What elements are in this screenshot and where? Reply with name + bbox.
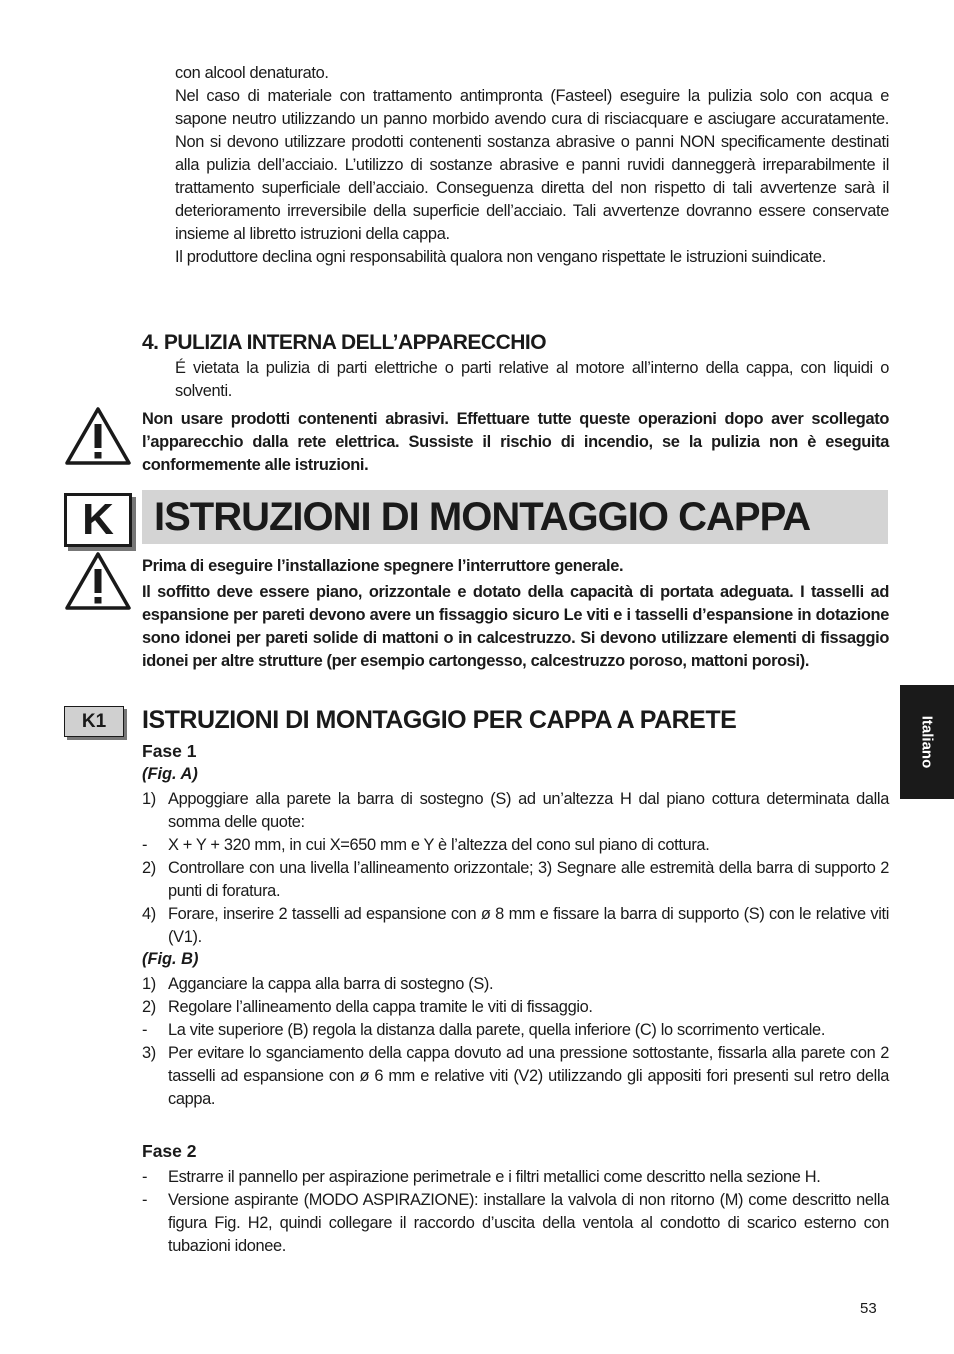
section-k1-badge: K1	[64, 706, 124, 737]
intro-paragraph-2: Nel caso di materiale con trattamento antimpronta (Fasteel) eseguire la pulizia solo con acqua e sapone neutro utilizzando un panno morbido avendo cura di risciacquare e asciugare accuratamente. Non si devono utilizzare prodotti contenenti sostanza abrasive o panni NON specificamente destinati alla pulizia dell’acciaio. L’utilizzo di sostanze abrasive e panni ruvidi danneggerà irreparabilmente il trattamento superficiale dell’acciaio. Conseguenza diretta del non rispetto di tali avvertenze sarà il deterioramento irreversibile della superficie dell’acciaio. Tali avvertenze dovranno essere conservate insieme al libretto istruzioni della cappa.	[175, 87, 889, 243]
fase-1-title: Fase 1	[142, 741, 197, 761]
list-item: 1) Appoggiare alla parete la barra di sostegno (S) ad un’altezza H dal piano cottura determinata dalla somma delle quote:	[142, 790, 889, 831]
fase-1-list-b	[142, 973, 889, 1111]
intro-paragraph-1: con alcool denaturato.	[175, 64, 329, 82]
section-k-warning-1: Prima di eseguire l’installazione spegnere l’interruttore generale.	[142, 557, 624, 575]
list-item: - Versione aspirante (MODO ASPIRAZIONE): installare la valvola di non ritorno (M) come descritto nella figura Fig. H2, quindi collegare il raccordo d’uscita della ventola al condotto di scarico esterno con tubazioni idonee.	[142, 1191, 889, 1255]
list-item: - La vite superiore (B) regola la distanza dalla parete, quella inferiore (C) lo scorrimento verticale.	[142, 1021, 826, 1039]
section-k-title: ISTRUZIONI DI MONTAGGIO CAPPA	[154, 495, 811, 539]
list-item: - Estrarre il pannello per aspirazione perimetrale e i filtri metallici come descritto nella sezione H.	[142, 1168, 821, 1186]
fase-2-list	[142, 1166, 889, 1258]
warning-triangle-icon	[64, 406, 132, 466]
list-item: 2) Regolare l’allineamento della cappa tramite le viti di fissaggio.	[142, 998, 593, 1016]
list-item: - X + Y + 320 mm, in cui X=650 mm e Y è l’altezza del cono sul piano di cottura.	[142, 836, 710, 854]
section-k-warning-2: Il soffitto deve essere piano, orizzontale e dotato della capacità di portata adeguata. I tasselli ad espansione per pareti devono avere un fissaggio sicuro Le viti e i tasselli d’espansione in dotazione sono idonei per pareti solide di mattoni o in calcestruzzo. Si devono utilizzare elementi di fissaggio idonei per altre strutture (per esempio cartongesso, calcestruzzo poroso, mattoni porosi).	[142, 583, 889, 670]
section-4-warning: Non usare prodotti contenenti abrasivi. Effettuare tutte queste operazioni dopo aver scollegato l’apparecchio dalla rete elettrica. Sussiste il rischio di incendio, se la pulizia non è eseguita conformemente alle istruzioni.	[142, 410, 889, 474]
fig-a-label: (Fig. A)	[142, 765, 198, 783]
section-4-title: 4. PULIZIA INTERNA DELL’APPARECCHIO	[142, 331, 547, 354]
section-k-warnings	[142, 555, 889, 673]
list-item: 4) Forare, inserire 2 tasselli ad espansione con ø 8 mm e fissare la barra di supporto (S) con le relative viti (V1).	[142, 905, 889, 946]
intro-paragraph-3: Il produttore declina ogni responsabilità qualora non vengano rispettate le istruzioni suindicate.	[175, 248, 826, 266]
language-tab	[900, 685, 954, 799]
section-k-badge: K	[64, 493, 132, 547]
page-number: 53	[860, 1300, 877, 1317]
section-k-banner	[142, 490, 888, 544]
fase-1-list-a	[142, 788, 889, 949]
list-item: 3) Per evitare lo sganciamento della cappa dovuto ad una pressione sottostante, fissarla alla parete con 2 tasselli ad espansione con ø 6 mm e relative viti (V2) utilizzando gli appositi fori presenti sul retro della cappa.	[142, 1044, 889, 1108]
warning-triangle-icon	[64, 551, 132, 611]
list-item: 2) Controllare con una livella l’allineamento orizzontale; 3) Segnare alle estremità della barra di supporto 2 punti di foratura.	[142, 859, 889, 900]
fase-2-title: Fase 2	[142, 1141, 197, 1161]
list-item: 1) Agganciare la cappa alla barra di sostegno (S).	[142, 975, 494, 993]
intro-text	[175, 62, 889, 269]
fig-b-label: (Fig. B)	[142, 950, 199, 968]
section-4-text: É vietata la pulizia di parti elettriche o parti relative al motore all’interno della cappa, con liquidi o solventi.	[175, 359, 889, 400]
language-tab-label: Italiano	[918, 715, 936, 769]
section-k1-title: ISTRUZIONI DI MONTAGGIO PER CAPPA A PARETE	[142, 706, 737, 734]
